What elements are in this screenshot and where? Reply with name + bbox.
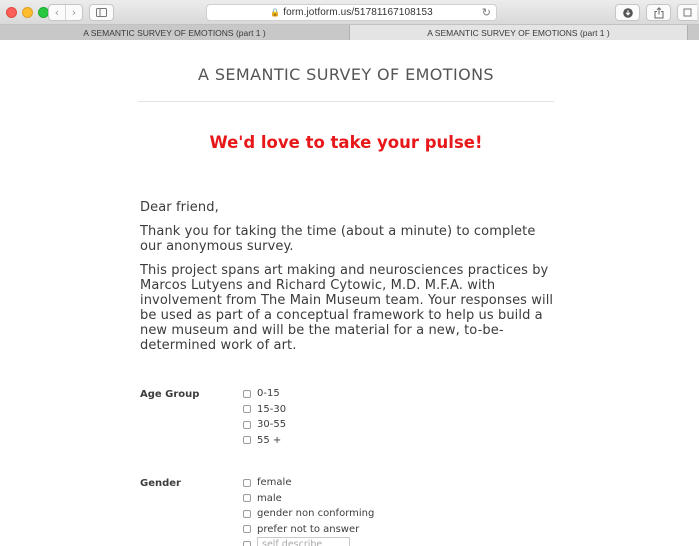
sidebar-icon [96, 8, 107, 17]
checkbox[interactable] [243, 479, 251, 487]
address-bar[interactable] [206, 4, 497, 21]
add-tab-button[interactable] [677, 4, 697, 21]
checkbox[interactable] [243, 436, 251, 444]
download-icon [623, 8, 633, 18]
checkbox[interactable] [243, 510, 251, 518]
checkbox[interactable] [243, 541, 251, 546]
gender-option-non-conforming[interactable] [243, 506, 374, 522]
checkbox[interactable] [243, 405, 251, 413]
self-describe-input[interactable] [257, 537, 350, 546]
tab-label: A SEMANTIC SURVEY OF EMOTIONS (part 1 ) [83, 27, 266, 38]
back-button[interactable] [49, 5, 65, 20]
forward-button[interactable] [65, 5, 82, 20]
lock-icon: 🔒 [270, 8, 281, 17]
tab-survey-1[interactable] [0, 25, 350, 40]
age-group-options [243, 386, 286, 448]
option-label: gender non conforming [257, 508, 375, 520]
checkbox[interactable] [243, 494, 251, 502]
tab-label: A SEMANTIC SURVEY OF EMOTIONS (part 1 ) [427, 27, 610, 38]
checkbox[interactable] [243, 390, 251, 398]
option-label: male [257, 492, 282, 504]
back-icon: ‹ [54, 6, 60, 19]
option-label: prefer not to answer [257, 523, 360, 535]
age-option-30-55[interactable] [243, 417, 286, 433]
option-label: 0-15 [257, 388, 280, 400]
option-label: female [257, 477, 292, 489]
option-label: 30-55 [257, 419, 287, 431]
form-headline: We'd love to take your pulse! [209, 133, 483, 152]
checkbox[interactable] [243, 525, 251, 533]
age-option-15-30[interactable] [243, 402, 286, 418]
sidebar-button[interactable] [89, 4, 114, 21]
age-option-55-plus[interactable] [243, 433, 286, 449]
history-nav [48, 4, 83, 21]
forward-icon: › [71, 6, 77, 19]
title-divider [138, 101, 554, 102]
description-text: This project spans art making and neurosciences practices by Marcos Lutyens and Richard Cytowic, M.D. M.F.A. with involvement from The Main Museum team. Your responses will be used as part of a conceptual framework to help us build a new museum and will be the material for a new, to-be-determined work of art. [140, 263, 554, 353]
gender-option-male[interactable] [243, 491, 374, 507]
checkbox[interactable] [243, 421, 251, 429]
tab-survey-2[interactable] [350, 25, 687, 40]
close-window-button[interactable] [6, 7, 17, 18]
share-button[interactable] [646, 4, 671, 21]
age-option-0-15[interactable] [243, 386, 286, 402]
greeting-text: Dear friend, [140, 200, 219, 215]
gender-option-prefer-not[interactable] [243, 522, 374, 538]
add-tab-icon [683, 8, 692, 17]
gender-options [243, 475, 374, 546]
tab-overflow[interactable] [687, 25, 699, 40]
browser-toolbar [0, 0, 699, 25]
thanks-text: Thank you for taking the time (about a minute) to complete our anonymous survey. [140, 224, 536, 254]
gender-option-female[interactable] [243, 475, 374, 491]
share-icon [654, 7, 664, 19]
form-title: A SEMANTIC SURVEY OF EMOTIONS [198, 65, 494, 84]
option-label: 15-30 [257, 403, 287, 415]
age-group-label: Age Group [140, 389, 200, 400]
option-label: 55 + [257, 434, 282, 446]
gender-option-self-describe[interactable] [243, 537, 374, 546]
tab-bar [0, 25, 699, 40]
url-text: form.jotform.us/51781167108153 [283, 7, 433, 18]
downloads-button[interactable] [615, 4, 640, 21]
gender-label: Gender [140, 478, 181, 489]
reload-icon[interactable]: ↻ [481, 6, 491, 19]
minimize-window-button[interactable] [22, 7, 33, 18]
